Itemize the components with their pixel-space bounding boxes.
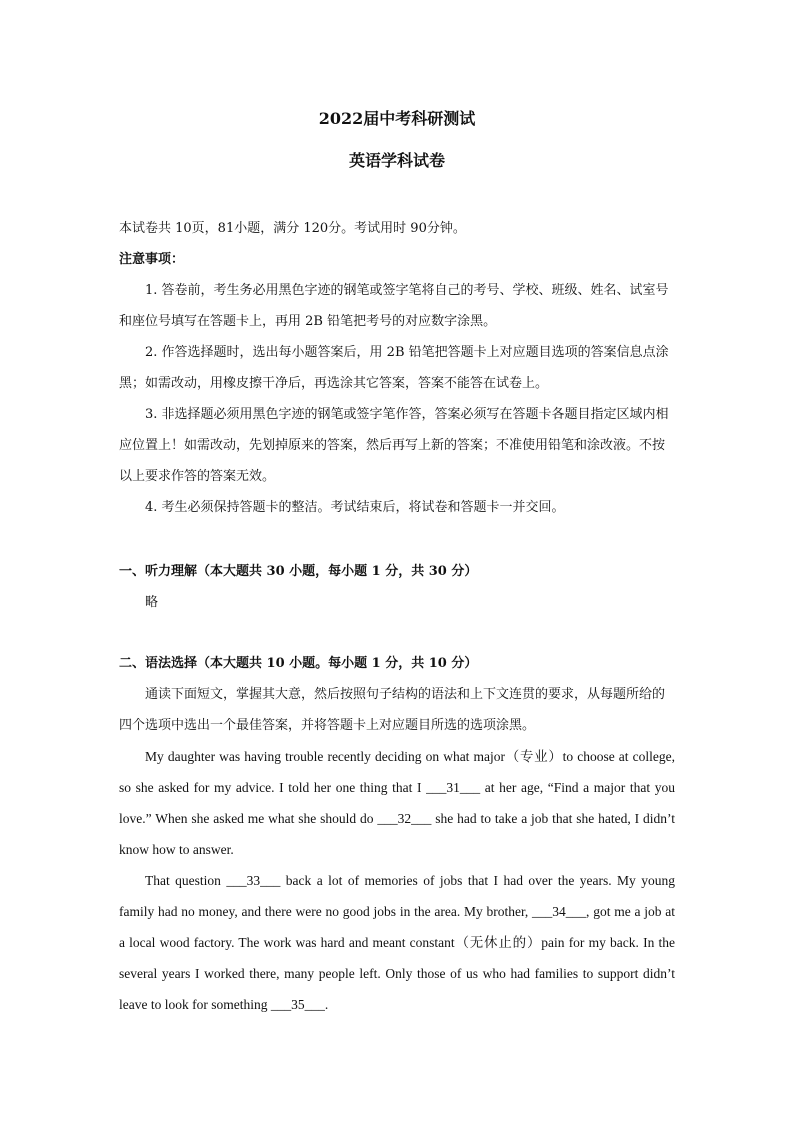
section-grammar [119, 648, 675, 1020]
exam-title: 2022届中考科研测试 [318, 109, 476, 128]
note-item: 1. 答卷前，考生务必用黑色字迹的钢笔或签字笔将自己的考号、学校、班级、姓名、试室号和座位号填写在答题卡上，再用 2B 铅笔把考号的对应数字涂黑。 [119, 283, 669, 329]
note-item: 2. 作答选择题时，选出每小题答案后，用 2B 铅笔把答题卡上对应题目选项的答案信息点涂黑；如需改动，用橡皮擦干净后，再选涂其它答案，答案不能答在试卷上。 [119, 345, 669, 391]
section-heading: 一、听力理解（本大题共 30 小题，每小题 1 分，共 30 分） [119, 564, 478, 579]
intro-block [119, 213, 675, 523]
notes-heading: 注意事项： [119, 252, 185, 267]
section-listening [119, 556, 675, 618]
section-heading: 二、语法选择（本大题共 10 小题。每小题 1 分，共 10 分） [119, 656, 478, 671]
passage-paragraph: My daughter was having trouble recently deciding on what major（专业）to choose at college, so she asked for my advice. I told her one thing that I ___31___ at her age, “Find a major that you love.” When she asked me what she should do ___32___ she had to take a job that she hated, I didn’t know how to answer. [119, 749, 675, 857]
section-content: 略 [145, 595, 159, 610]
note-item: 4. 考生必须保持答题卡的整洁。考试结束后，将试卷和答题卡一并交回。 [145, 500, 565, 515]
section-instructions: 通读下面短文，掌握其大意，然后按照句子结构的语法和上下文连贯的要求，从每题所给的四个选项中选出一个最佳答案，并将答题卡上对应题目所选的选项涂黑。 [119, 687, 666, 733]
note-item: 3. 非选择题必须用黑色字迹的钢笔或签字笔作答，答案必须写在答题卡各题目指定区域内相应位置上！如需改动，先划掉原来的答案，然后再写上新的答案；不准使用铅笔和涂改液。不按以上要求作答的答案无效。 [119, 407, 669, 484]
exam-summary: 本试卷共 10页，81小题，满分 120分。考试用时 90分钟。 [119, 221, 466, 236]
exam-subtitle: 英语学科试卷 [348, 151, 445, 170]
passage-paragraph: That question ___33___ back a lot of memories of jobs that I had over the years. My young family had no money, and there were no good jobs in the area. My brother, ___34___, got me a job at a local wood factory. The work was hard and meant constant（无休止的）pain for my back. In the several years I worked there, many people left. Only those of us who had families to support didn’t leave to look for something ___35___. [119, 873, 675, 1012]
